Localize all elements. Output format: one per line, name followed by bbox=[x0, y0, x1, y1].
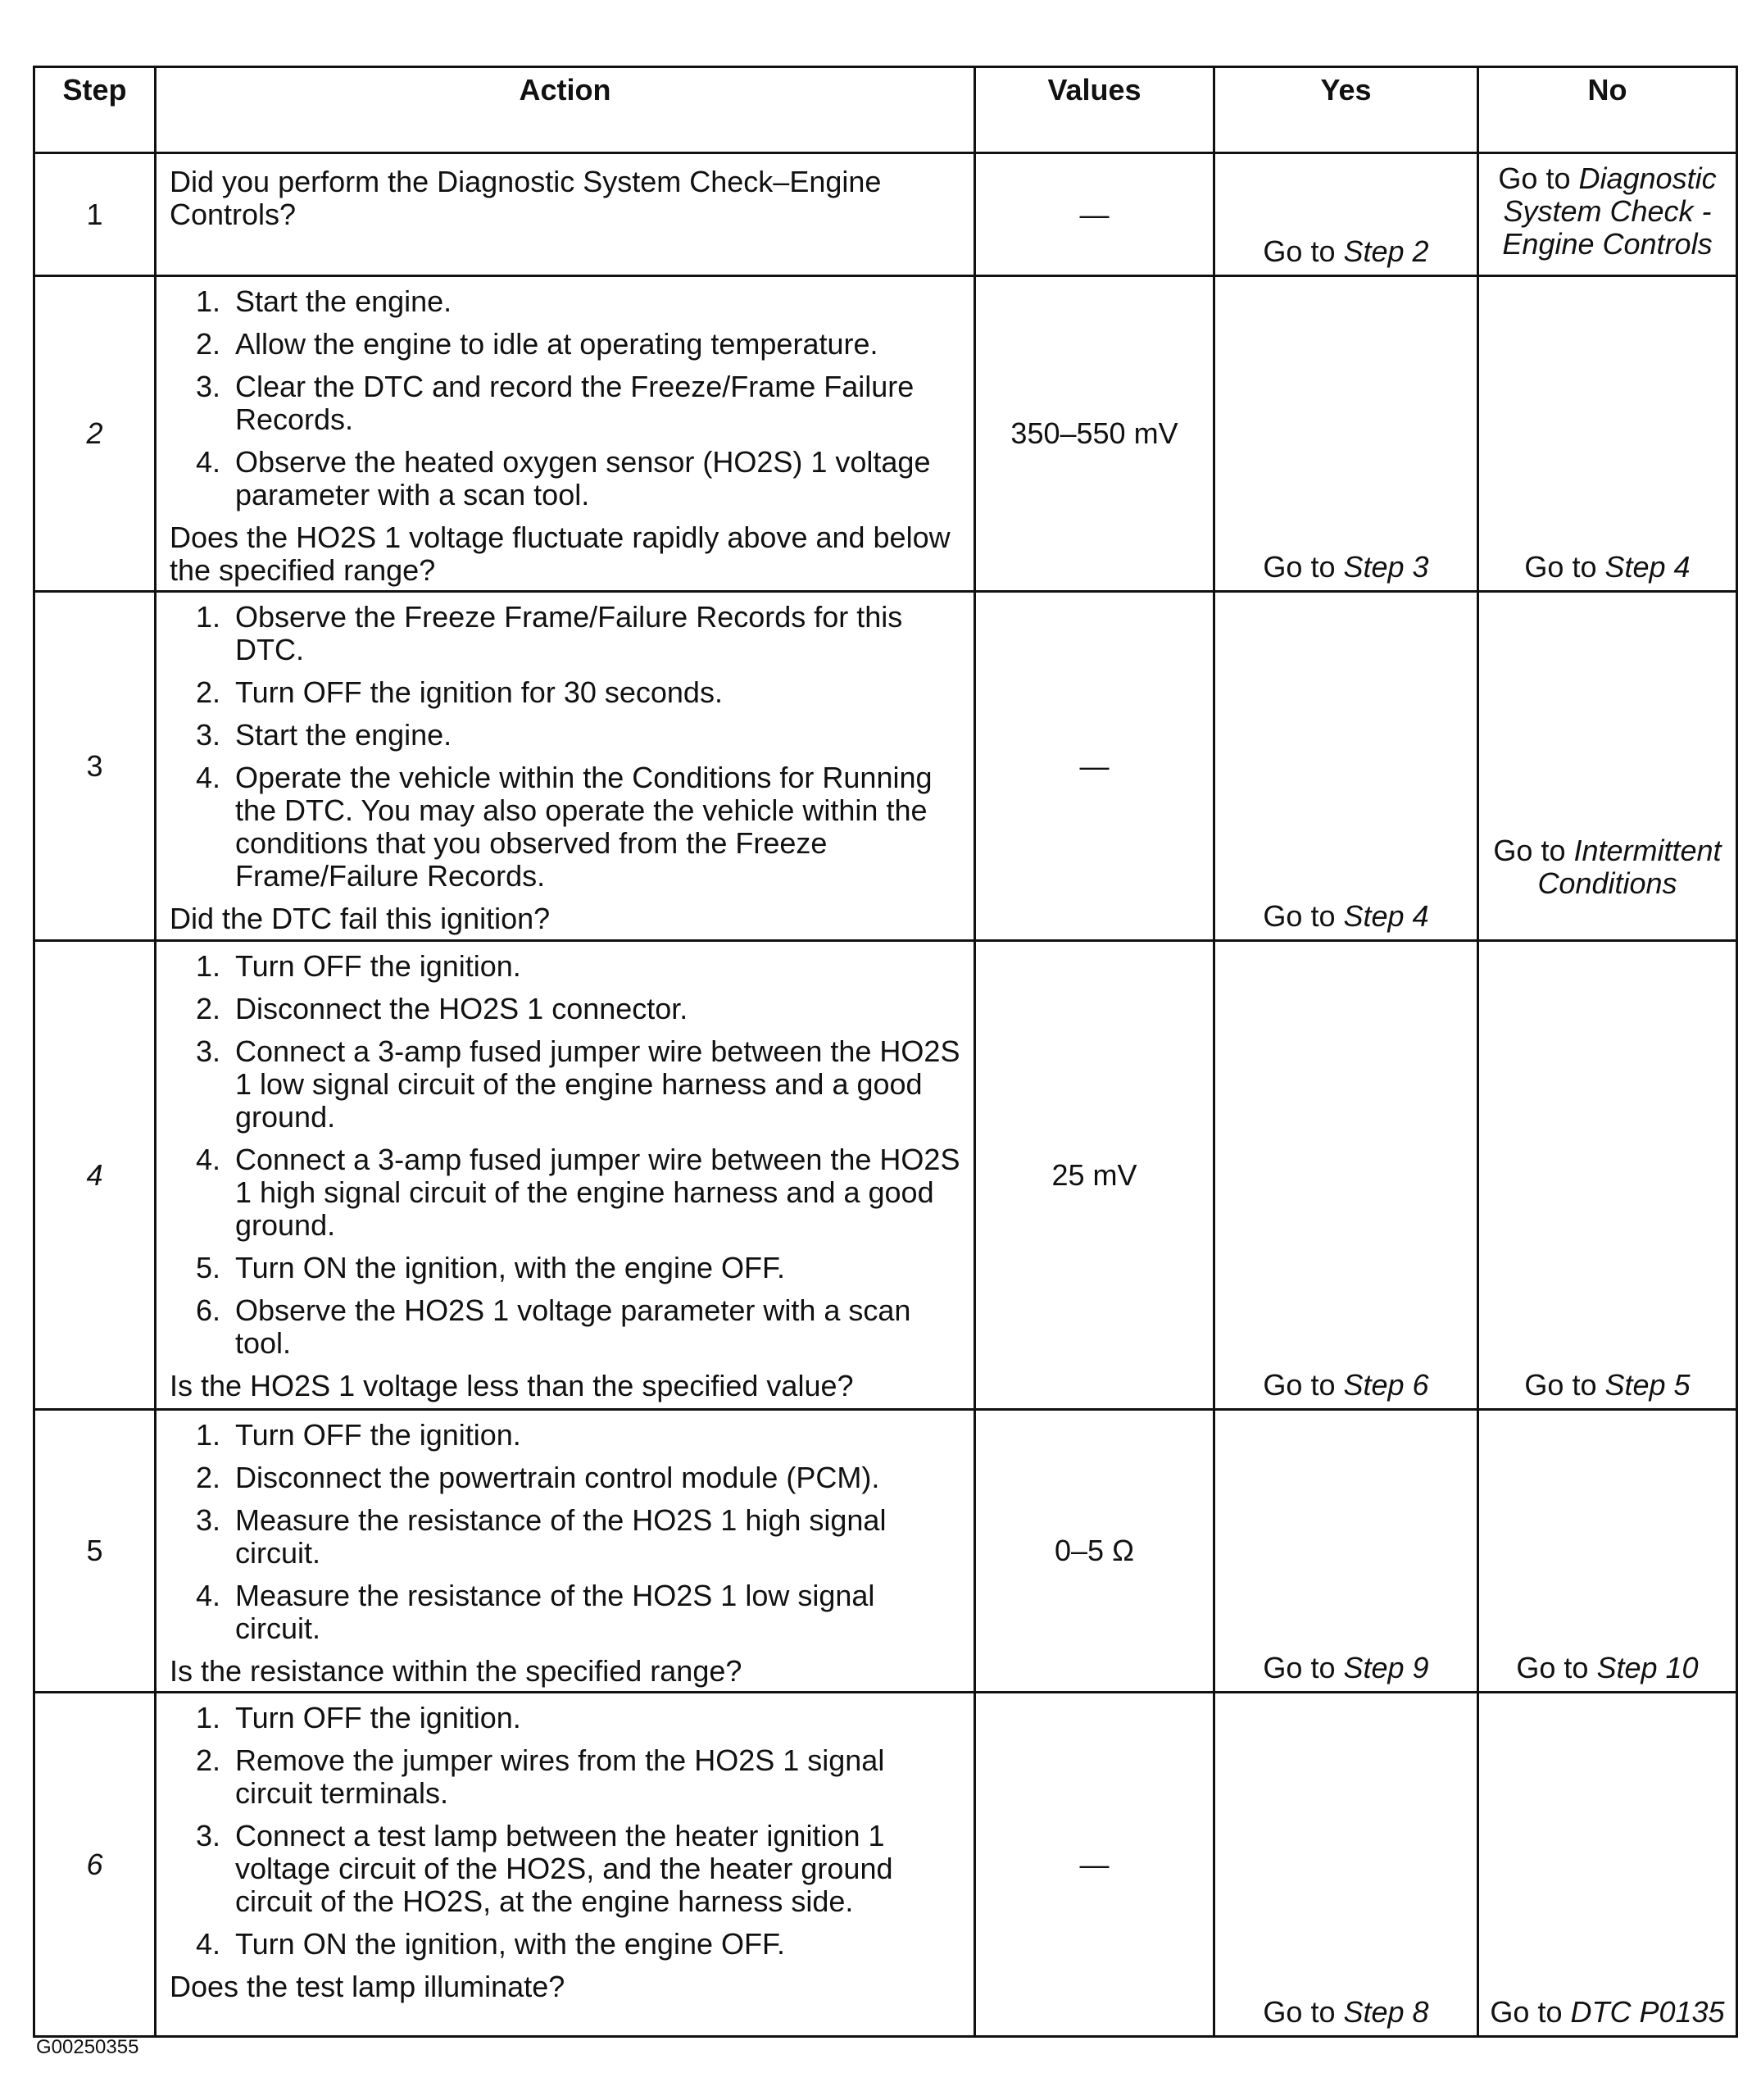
header-step: Step bbox=[34, 67, 156, 153]
action-list bbox=[170, 1419, 965, 1645]
action-question: Does the test lamp illuminate? bbox=[170, 1970, 565, 2003]
yes-cell: Go to Step 8 bbox=[1214, 1693, 1478, 2037]
table-row bbox=[34, 592, 1737, 941]
action-cell bbox=[156, 941, 975, 1410]
list-item: 1. Turn OFF the ignition. bbox=[196, 1418, 521, 1452]
no-cell: Go to Intermittent Conditions bbox=[1478, 592, 1737, 941]
action-cell bbox=[156, 153, 975, 276]
no-cell bbox=[1478, 153, 1737, 276]
action-question: Did you perform the Diagnostic System Check–Engine Controls? bbox=[170, 165, 882, 231]
list-item: 4. Turn ON the ignition, with the engine OFF. bbox=[196, 1927, 785, 1961]
action-question: Does the HO2S 1 voltage fluctuate rapidly above and below the specified range? bbox=[170, 520, 951, 587]
action-cell bbox=[156, 1693, 975, 2037]
header-action: Action bbox=[156, 67, 975, 153]
yes-cell: Go to Step 6 bbox=[1214, 941, 1478, 1410]
list-item: 2. Remove the jumper wires from the HO2S 1 signal circuit terminals. bbox=[196, 1743, 885, 1810]
value-cell: — bbox=[975, 1693, 1214, 2037]
yes-cell: Go to Step 9 bbox=[1214, 1410, 1478, 1693]
action-question: Is the resistance within the specified range? bbox=[170, 1654, 742, 1688]
action-cell bbox=[156, 592, 975, 941]
action-cell bbox=[156, 1410, 975, 1693]
no-prefix: Go to bbox=[1498, 161, 1579, 195]
action-question: Is the HO2S 1 voltage less than the specified value? bbox=[170, 1369, 854, 1402]
diagnostic-table bbox=[33, 66, 1738, 2038]
step-number: 6 bbox=[34, 1693, 156, 2037]
yes-cell: Go to Step 4 bbox=[1214, 592, 1478, 941]
action-question: Did the DTC fail this ignition? bbox=[170, 902, 551, 935]
header-no: No bbox=[1478, 67, 1737, 153]
step-number: 5 bbox=[34, 1410, 156, 1693]
value-cell: 350–550 mV bbox=[975, 276, 1214, 592]
value-cell: 0–5 Ω bbox=[975, 1410, 1214, 1693]
action-list bbox=[170, 1702, 965, 1961]
figure-code: G00250355 bbox=[36, 2036, 139, 2058]
header-values: Values bbox=[975, 67, 1214, 153]
no-reference: Diagnostic System Check - Engine Controls bbox=[1502, 161, 1717, 261]
list-item: 3. Start the engine. bbox=[196, 718, 452, 752]
list-item: 4. Observe the heated oxygen sensor (HO2S) 1 voltage parameter with a scan tool. bbox=[196, 445, 931, 511]
list-item: 6. Observe the HO2S 1 voltage parameter with a scan tool. bbox=[196, 1293, 911, 1360]
header-row bbox=[34, 67, 1737, 153]
list-item: 3. Clear the DTC and record the Freeze/Frame Failure Records. bbox=[196, 370, 915, 436]
list-item: 1. Start the engine. bbox=[196, 284, 452, 318]
step-number: 1 bbox=[34, 153, 156, 276]
list-item: 1. Observe the Freeze Frame/Failure Records for this DTC. bbox=[196, 600, 903, 666]
value-cell: — bbox=[975, 592, 1214, 941]
list-item: 2. Turn OFF the ignition for 30 seconds. bbox=[196, 675, 723, 709]
table-row bbox=[34, 1693, 1737, 2037]
list-item: 5. Turn ON the ignition, with the engine OFF. bbox=[196, 1251, 785, 1284]
action-list bbox=[170, 285, 965, 511]
value-cell: — bbox=[975, 153, 1214, 276]
list-item: 2. Allow the engine to idle at operating temperature. bbox=[196, 327, 878, 361]
action-cell bbox=[156, 276, 975, 592]
list-item: 4. Operate the vehicle within the Conditions for Running the DTC. You may also operate the vehicle within the conditions that you observed from the Freeze Frame/Failure Records. bbox=[196, 761, 933, 893]
table-row bbox=[34, 1410, 1737, 1693]
no-cell: Go to DTC P0135 bbox=[1478, 1693, 1737, 2037]
yes-reference: Step 2 bbox=[1343, 234, 1429, 268]
list-item: 3. Connect a 3-amp fused jumper wire between the HO2S 1 low signal circuit of the engine harness and a good ground. bbox=[196, 1034, 960, 1134]
step-number: 4 bbox=[34, 941, 156, 1410]
value-cell: 25 mV bbox=[975, 941, 1214, 1410]
list-item: 3. Connect a test lamp between the heater ignition 1 voltage circuit of the HO2S, and the heater ground circuit of the HO2S, at the engine harness side. bbox=[196, 1819, 893, 1918]
action-list bbox=[170, 950, 965, 1360]
yes-cell bbox=[1214, 153, 1478, 276]
list-item: 4. Measure the resistance of the HO2S 1 low signal circuit. bbox=[196, 1579, 875, 1645]
yes-cell: Go to Step 3 bbox=[1214, 276, 1478, 592]
step-number: 3 bbox=[34, 592, 156, 941]
table-row bbox=[34, 153, 1737, 276]
no-cell: Go to Step 5 bbox=[1478, 941, 1737, 1410]
list-item: 3. Measure the resistance of the HO2S 1 high signal circuit. bbox=[196, 1503, 887, 1570]
header-yes: Yes bbox=[1214, 67, 1478, 153]
table-row bbox=[34, 276, 1737, 592]
list-item: 1. Turn OFF the ignition. bbox=[196, 949, 521, 983]
action-list bbox=[170, 601, 965, 893]
list-item: 2. Disconnect the HO2S 1 connector. bbox=[196, 992, 688, 1025]
step-number: 2 bbox=[34, 276, 156, 592]
yes-prefix: Go to bbox=[1263, 234, 1344, 268]
no-cell: Go to Step 10 bbox=[1478, 1410, 1737, 1693]
list-item: 4. Connect a 3-amp fused jumper wire between the HO2S 1 high signal circuit of the engine harness and a good ground. bbox=[196, 1143, 960, 1242]
table-row bbox=[34, 941, 1737, 1410]
list-item: 1. Turn OFF the ignition. bbox=[196, 1701, 521, 1734]
list-item: 2. Disconnect the powertrain control module (PCM). bbox=[196, 1461, 880, 1494]
no-cell: Go to Step 4 bbox=[1478, 276, 1737, 592]
